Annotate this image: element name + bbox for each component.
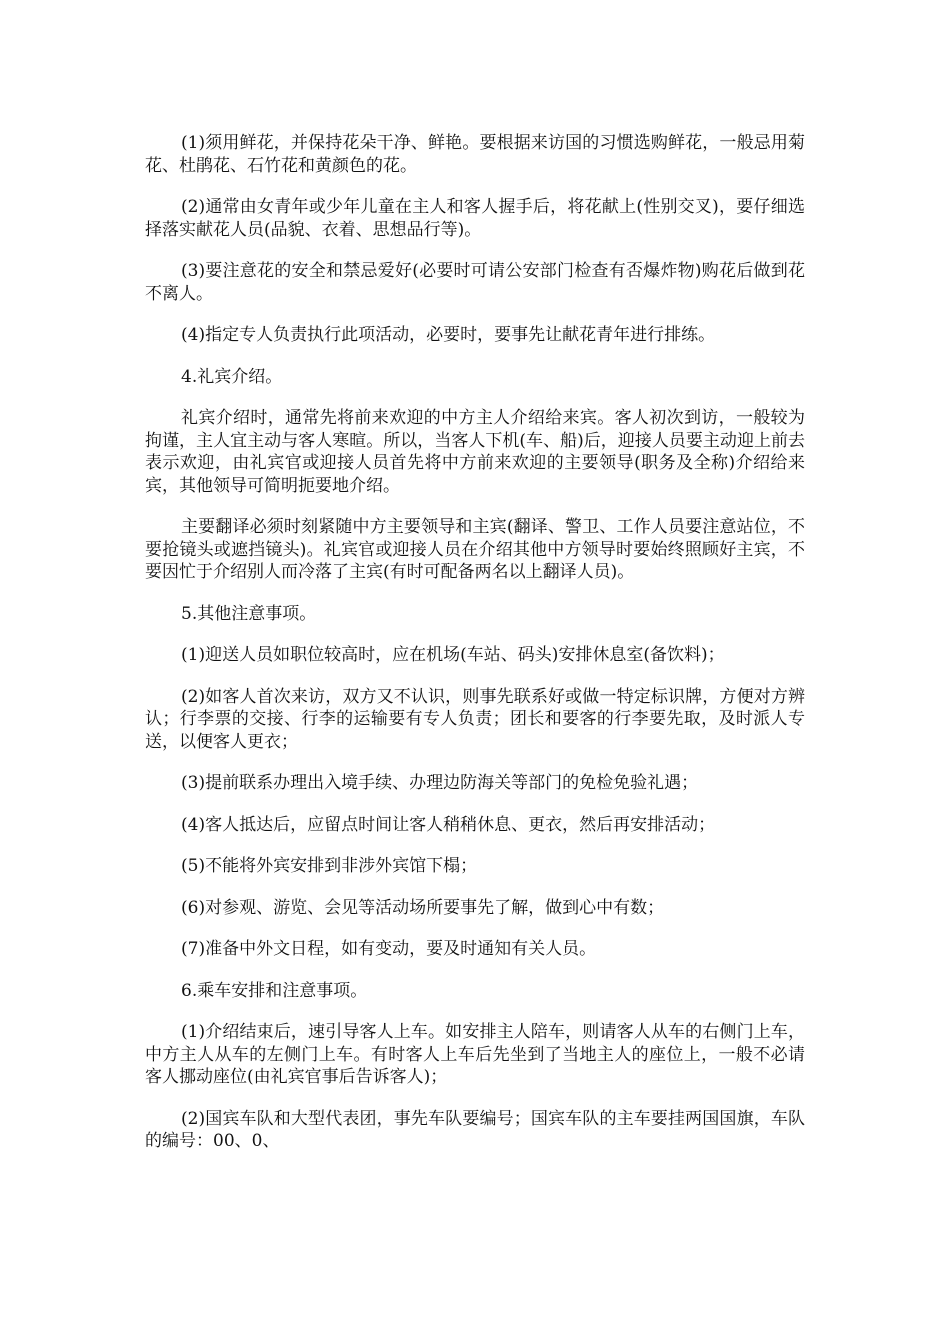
paragraph-interpreter: 主要翻译必须时刻紧随中方主要领导和主宾(翻译、警卫、工作人员要注意站位，不要抢镜头或遮挡镜头)。礼宾官或迎接人员在介绍其他中方领导时要始终照顾好主宾，不要因忙于介绍别人而冷落了主宾(有时可配备两名以上翻译人员)。 xyxy=(145,517,805,582)
paragraph-note-hotel: (5)不能将外宾安排到非涉外宾馆下榻； xyxy=(181,856,478,876)
paragraph-note-venues: (6)对参观、游览、会见等活动场所要事先了解，做到心中有数； xyxy=(181,897,665,918)
section-heading-introduction: 4.礼宾介绍。 xyxy=(181,366,283,387)
document-body xyxy=(145,132,805,1172)
section-heading-vehicles: 6.乘车安排和注意事项。 xyxy=(181,980,368,1001)
section-heading-other-notes: 5.其他注意事项。 xyxy=(181,603,317,624)
paragraph-vehicle-motorcade: (2)国宾车队和大型代表团，事先车队要编号；国宾车队的主车要挂两国国旗，车队的编号：00、0、 xyxy=(145,1108,805,1151)
paragraph-flower-fresh: (1)须用鲜花，并保持花朵干净、鲜艳。要根据来访国的习惯选购鲜花，一般忌用菊花、杜鹃花、石竹花和黄颜色的花。 xyxy=(145,133,805,176)
paragraph-flower-rehearsal: (4)指定专人负责执行此项活动，必要时，要事先让献花青年进行排练。 xyxy=(181,325,716,345)
paragraph-note-rest: (4)客人抵达后，应留点时间让客人稍稍休息、更衣，然后再安排活动； xyxy=(181,814,716,835)
paragraph-note-schedule: (7)准备中外文日程，如有变动，要及时通知有关人员。 xyxy=(181,939,597,959)
paragraph-note-customs: (3)提前联系办理出入境手续、办理边防海关等部门的免检免验礼遇； xyxy=(181,773,699,793)
paragraph-introduction-order: 礼宾介绍时，通常先将前来欢迎的中方主人介绍给来宾。客人初次到访，一般较为拘谨，主人宜主动与客人寒暄。所以，当客人下机(车、船)后，迎接人员要主动迎上前去表示欢迎，由礼宾官或迎接人员首先将中方前来欢迎的主要领导(职务及全称)介绍给来宾，其他领导可简明扼要地介绍。 xyxy=(145,408,805,496)
paragraph-vehicle-boarding: (1)介绍结束后，速引导客人上车。如安排主人陪车，则请客人从车的右侧门上车，中方主人从车的左侧门上车。有时客人上车后先坐到了当地主人的座位上，一般不必请客人挪动座位(由礼宾官事后告诉客人)； xyxy=(145,1022,805,1087)
paragraph-note-sign-luggage: (2)如客人首次来访，双方又不认识，则事先联系好或做一特定标识牌，方便对方辨认；行李票的交接、行李的运输要有专人负责；团长和要客的行李要先取，及时派人专送，以便客人更衣； xyxy=(145,686,805,752)
paragraph-flower-presenter: (2)通常由女青年或少年儿童在主人和客人握手后，将花献上(性别交叉)，要仔细选择落实献花人员(品貌、衣着、思想品行等)。 xyxy=(145,197,805,240)
paragraph-note-lounge: (1)迎送人员如职位较高时，应在机场(车站、码头)安排休息室(备饮料)； xyxy=(181,645,725,665)
paragraph-flower-safety: (3)要注意花的安全和禁忌爱好(必要时可请公安部门检查有否爆炸物)购花后做到花不离人。 xyxy=(145,261,805,304)
